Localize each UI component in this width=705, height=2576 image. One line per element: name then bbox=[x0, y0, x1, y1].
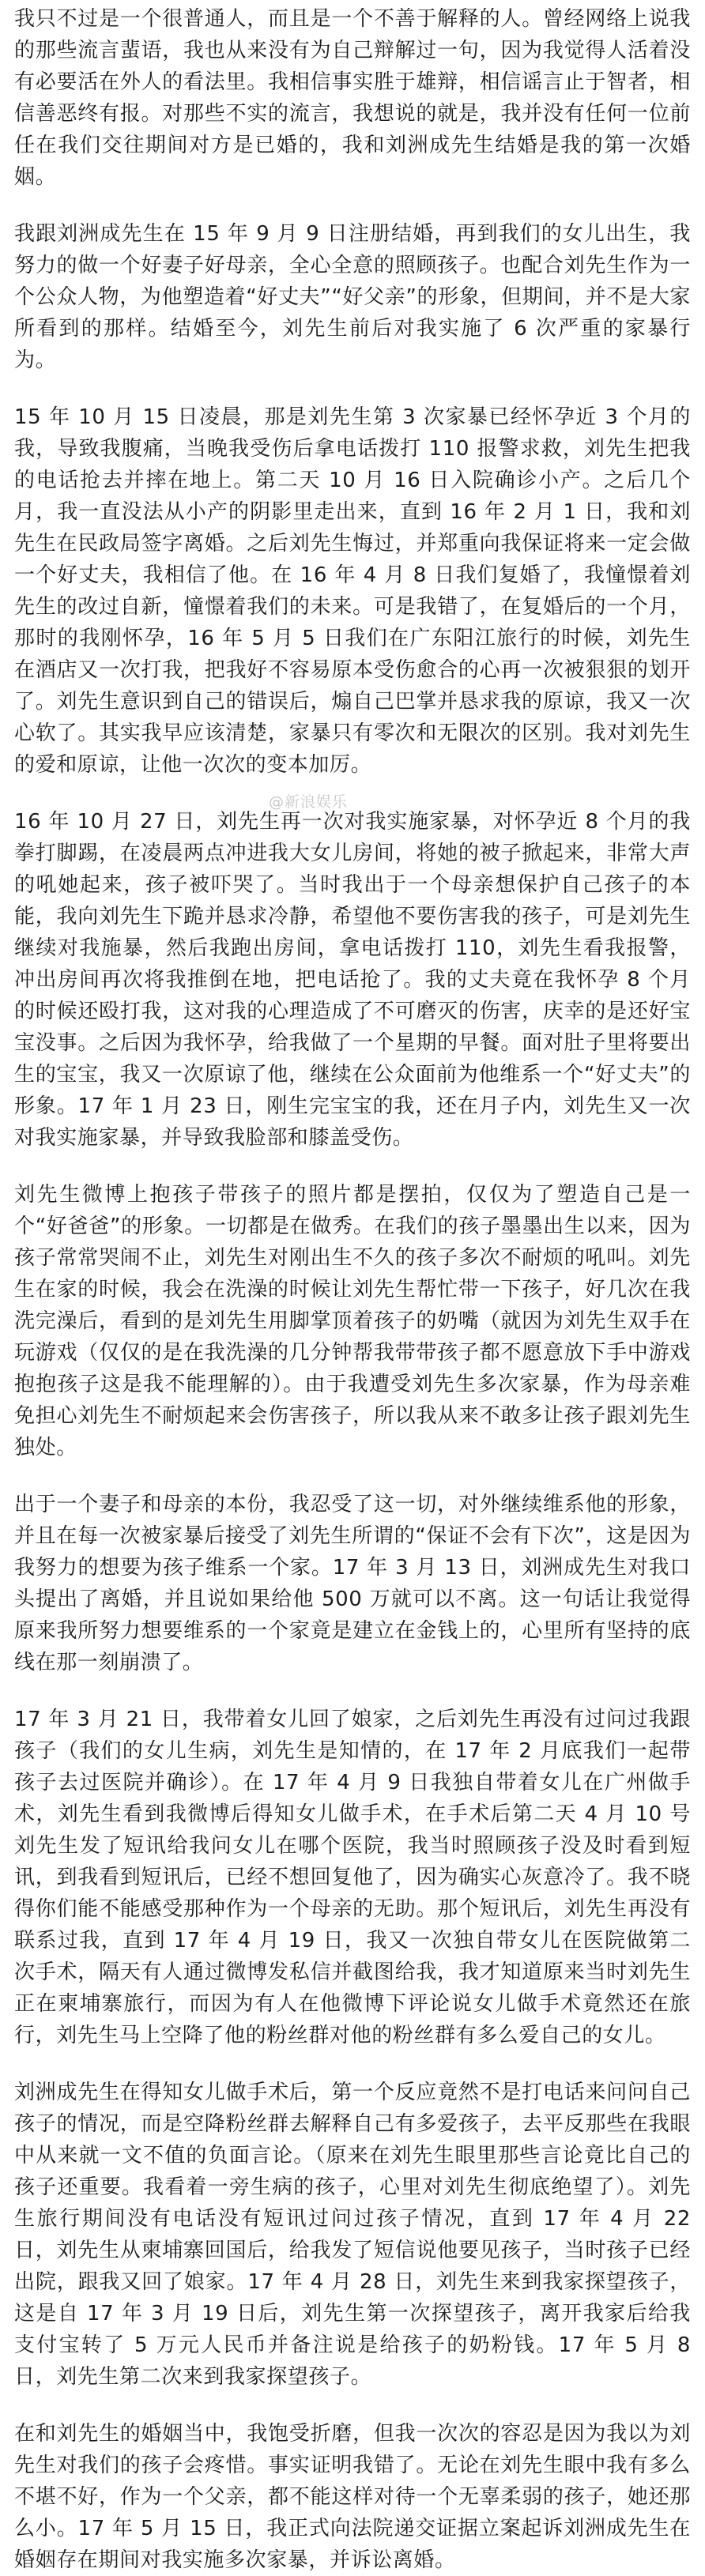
paragraph-marriage: 我跟刘洲成先生在 15 年 9 月 9 日注册结婚，再到我们的女儿出生，我努力的做一个好妻子好母亲，全心全意的照顾孩子。也配合刘先生作为一个公众人物，为他塑造着“好丈夫”“好父亲”的形象，但期间，并不是大家所看到的那样。结婚至今，刘先生前后对我实施了 6 次严重的家暴行为。 bbox=[14, 222, 691, 372]
paragraph-conclusion: 在和刘先生的婚姻当中，我饱受折磨，但我一次次的容忍是因为我以为刘先生对我们的孩子会疼惜。事实证明我错了。无论在刘先生眼中我有多么不堪不好，作为一个父亲，都不能这样对待一个无辜柔弱的孩子，她还那么小。17 年 5 月 15 日，我正式向法院递交证据立案起诉刘洲成先生在婚姻存在期间对我实施多次家暴，并诉讼离婚。 bbox=[14, 2422, 691, 2572]
paragraph-divorce-demand: 出于一个妻子和母亲的本份，我忍受了这一切，对外继续维系他的形象，并且在每一次被家暴后接受了刘先生所谓的“保证不会有下次”，这是因为我努力的想要为孩子维系一个家。17 年 3 月 13 日，刘洲成先生对我口头提出了离婚，并且说如果给他 500 万就可以不离。这一句话让我觉得原来我所努力想要维系的一个家竟是建立在金钱上的，心里所有坚持的底线在那一刻崩溃了。 bbox=[14, 1493, 691, 1674]
weibo-watermark: @新浪娱乐 bbox=[269, 793, 349, 811]
paragraph-gap bbox=[14, 2393, 691, 2418]
paragraph-gap bbox=[14, 2051, 691, 2077]
paragraph-gap bbox=[14, 1154, 691, 1179]
paragraph-intro: 我只不过是一个很普通人，而且是一个不善于解释的人。曾经网络上说我的那些流言蜚语，我也从来没有为自己辩解过一句，因为我觉得人活着没有必要活在外人的看法里。我相信事实胜于雄辩，相信谣言止于智者，相信善恶终有报。对那些不实的流言，我想说的就是，我并没有任何一位前任在我们交往期间对方是已婚的，我和刘洲成先生结婚是我的第一次婚姻。 bbox=[14, 7, 691, 189]
paragraph-first-incidents: 15 年 10 月 15 日凌晨，那是刘先生第 3 次家暴已经怀孕近 3 个月的我，导致我腹痛，当晚我受伤后拿电话拨打 110 报警求救，刘先生把我的电话抢去并摔在地上。第二天 10 月 16 日入院确诊小产。之后几个月，我一直没法从小产的阴影里走出来，直到 16 年 2 月 1 日，我和刘先生在民政局签字离婚。之后刘先生悔过，并郑重向我保证将来一定会做一个好丈夫，我相信了他。在 16 年 4 月 8 日我们复婚了，我憧憬着刘先生的改过自新，憧憬着我们的未来。可是我错了，在复婚后的一个月，那时的我刚怀孕，16 年 5 月 5 日我们在广东阳江旅行的时候，刘先生在酒店又一次打我，把我好不容易原本受伤愈合的心再一次被狠狠的划开了。刘先生意识到自己的错误后，煽自己巴掌并恳求我的原谅，我又一次心软了。其实我早应该清楚，家暴只有零次和无限次的区别。我对刘先生的爱和原谅，让他一次次的变本加厉。 bbox=[14, 405, 691, 777]
paragraph-gap bbox=[14, 1463, 691, 1489]
paragraph-gap bbox=[14, 193, 691, 218]
paragraph-gap bbox=[14, 376, 691, 401]
paragraph-surgery: 17 年 3 月 21 日，我带着女儿回了娘家，之后刘先生再没有过问过我跟孩子（我们的女儿生病，刘先生是知情的，在 17 年 2 月底我们一起带孩子去过医院并确诊）。在 17 年 4 月 9 日我独自带着女儿在广州做手术，刘先生看到我微博后得知女儿做手术，在手术后第二天 4 月 10 号刘先生发了短讯给我问女儿在哪个医院，我当时照顾孩子没及时看到短讯，到我看到短讯后，已经不想回复他了，因为确实心灰意冷了。我不晓得你们能不能感受那种作为一个母亲的无助。那个短讯后，刘先生再没有联系过我，直到 17 年 4 月 19 日，我又一次独自带女儿在医院做第二次手术，隔天有人通过微博发私信并截图给我，我才知道原来当时刘先生正在柬埔寨旅行，而因为有人在他微博下评论说女儿做手术竟然还在旅行，刘先生马上空降了他的粉丝群对他的粉丝群有多么爱自己的女儿。 bbox=[14, 1708, 691, 2047]
paragraph-reaction: 刘洲成先生在得知女儿做手术后，第一个反应竟然不是打电话来问问自己孩子的情况，而是空降粉丝群去解释自己有多爱孩子，去平反那些在我眼中从来就一文不值的负面言论。（原来在刘先生眼里那些言论竟比自己的孩子还重要。我看着一旁生病的孩子，心里对刘先生彻底绝望了）。刘先生旅行期间没有电话没有短讯过问过孩子情况，直到 17 年 4 月 22 日，刘先生从柬埔寨回国后，给我发了短信说他要见孩子，当时孩子已经出院，跟我又回了娘家。17 年 4 月 28 日，刘先生来到我家探望孩子，这是自 17 年 3 月 19 日后，刘先生第一次探望孩子，离开我家后给我支付宝转了 5 万元人民币并备注说是给孩子的奶粉钱。17 年 5 月 8 日，刘先生第二次来到我家探望孩子。 bbox=[14, 2081, 691, 2389]
paragraph-gap bbox=[14, 781, 691, 806]
paragraph-weibo-photos: 刘先生微博上抱孩子带孩子的照片都是摆拍，仅仅为了塑造自己是一个“好爸爸”的形象。一切都是在做秀。在我们的孩子墨墨出生以来，因为孩子常常哭闹不止，刘先生对刚出生不久的孩子多次不耐烦的吼叫。刘先生在家的时候，我会在洗澡的时候让刘先生帮忙带一下孩子，好几次在我洗完澡后，看到的是刘先生用脚掌顶着孩子的奶嘴（就因为刘先生双手在玩游戏（仅仅的是在我洗澡的几分钟帮我带带孩子都不愿意放下手中游戏抱抱孩子这是我不能理解的）。由于我遭受刘先生多次家暴，作为母亲难免担心刘先生不耐烦起来会伤害孩子，所以我从来不敢多让孩子跟刘先生独处。 bbox=[14, 1183, 691, 1459]
paragraph-october-incident: 16 年 10 月 27 日，刘先生再一次对我实施家暴，对怀孕近 8 个月的我拳打脚踢，在凌晨两点冲进我大女儿房间，将她的被子掀起来，非常大声的吼她起来，孩子被吓哭了。当时我出于一个母亲想保护自己孩子的本能，我向刘先生下跪并恳求冷静，希望他不要伤害我的孩子，可是刘先生继续对我施暴，然后我跑出房间，拿电话拨打 110，刘先生看我报警，冲出房间再次将我推倒在地，把电话抢了。我的丈夫竟在我怀孕 8 个月的时候还殴打我，这对我的心理造成了不可磨灭的伤害，庆幸的是还好宝宝没事。之后因为我怀孕，给我做了一个星期的早餐。面对肚子里将要出生的宝宝，我又一次原谅了他，继续在公众面前为他维系一个“好丈夫”的形象。17 年 1 月 23 日，刚生完宝宝的我，还在月子内，刘先生又一次对我实施家暴，并导致我脸部和膝盖受伤。 bbox=[14, 810, 691, 1150]
paragraph-gap bbox=[14, 1678, 691, 1704]
